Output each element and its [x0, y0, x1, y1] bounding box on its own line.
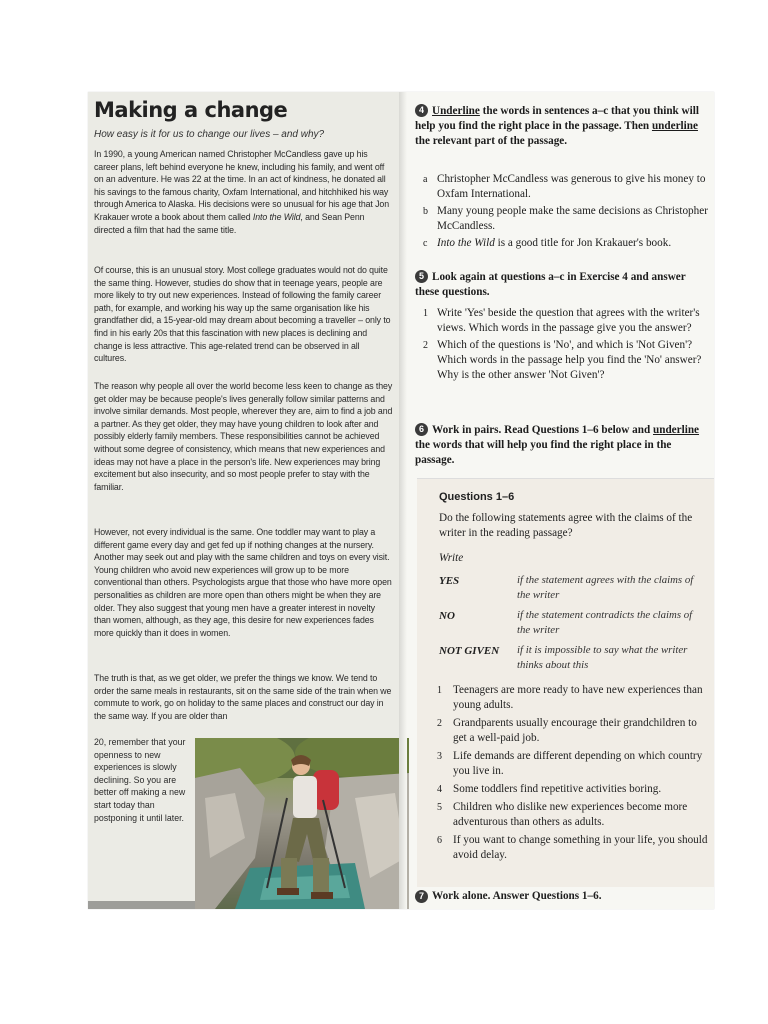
- item-text: Which of the questions is 'No', and which is 'Not Given'? Which words in the passage help you find the 'No' answer? Why is the other answer 'Not Given'?: [437, 339, 702, 381]
- item-label: 6: [437, 835, 442, 846]
- item-text: Many young people make the same decisions as Christopher McCandless.: [437, 205, 708, 232]
- list-item: [419, 236, 709, 251]
- instruction-text: the words that will help you find the right place in the passage.: [415, 439, 672, 466]
- exercise-6-instruction: [415, 423, 705, 468]
- instruction-text: Work alone. Answer Questions 1–6.: [432, 890, 602, 903]
- passage-paragraph-4: However, not every individual is the same. One toddler may want to play a different game every day and get fed up if nothing changes at the nursery. Another may seek out and play with the same children and toys on every visit. Young children who avoid new experiences will grow up to be more conventional than others. Psychologists argue that those who have more open personalities as children are more open than others might be when they are older. They also suggest that young men have a greater interest in novelty than women, although, as they age, this desire for new experiences fades more quickly than it does in women.: [94, 527, 392, 638]
- item-text: Christopher McCandless was generous to give his money to Oxfam International.: [437, 173, 706, 200]
- exercise-number-badge-icon: 5: [415, 270, 428, 283]
- questions-box: [417, 478, 714, 887]
- list-item: [419, 306, 709, 336]
- hiker-crossing-river-photo: [195, 738, 409, 909]
- list-item: [419, 204, 709, 234]
- answer-key-yes: YES: [439, 575, 460, 587]
- instruction-text: Work in pairs. Read Questions 1–6 below and: [432, 424, 653, 436]
- item-label: a: [423, 174, 428, 185]
- list-item: [419, 338, 709, 383]
- book-title: Into the Wild: [437, 237, 495, 249]
- question-item: [435, 833, 713, 863]
- passage-paragraph-3: The reason why people all over the world become less keen to change as they get older may be because people's lives generally follow similar patterns and involve similar demands. Most people, wherever they are, aim to find a job and a partner. As they get older, they may have young children to look after and possibly elderly family members. These responsibilities cannot be achieved without some degree of consistency, which means that new experiences and ideas may not have a place in the person's life. New experiences may bring excitement but also insecurity, and so most people prefer to stay with the familiar.: [94, 381, 393, 492]
- textbook-page: [88, 92, 714, 909]
- column-divider: [399, 92, 407, 909]
- instruction-text: the relevant part of the passage.: [415, 135, 568, 147]
- passage-subtitle: How easy is it for us to change our lives – and why?: [94, 129, 325, 140]
- item-text: Teenagers are more ready to have new experiences than young adults.: [453, 684, 703, 711]
- passage-title: Making a change: [94, 98, 288, 122]
- item-text: Children who dislike new experiences become more adventurous than others as adults.: [453, 801, 688, 828]
- answer-key-description: if the statement contradicts the claims of the writer: [517, 609, 693, 636]
- underline-keyword: underline: [653, 424, 700, 436]
- answer-key-not-given: NOT GIVEN: [439, 645, 500, 657]
- question-item: [435, 800, 713, 830]
- item-label: 3: [437, 751, 442, 762]
- item-label: 2: [437, 718, 442, 729]
- question-item: [435, 716, 713, 746]
- item-text: Some toddlers find repetitive activities boring.: [453, 783, 662, 795]
- instruction-text: the words in sentences a–c that you think will help you find the right place in the passage. Then: [415, 105, 699, 132]
- item-label: 4: [437, 784, 442, 795]
- passage-paragraph-5: The truth is that, as we get older, we prefer the things we know. We tend to order the same meals in restaurants, sit on the same side of the train when we commute to work, go on holiday to the same places and construct our day in the same way. If you are older than: [94, 673, 392, 721]
- underline-keyword: underline: [651, 120, 698, 132]
- paragraph-text: , and Sean Penn directed a film that had the same title.: [94, 211, 365, 235]
- item-label: 2: [423, 340, 428, 351]
- item-text: Write 'Yes' beside the question that agrees with the writer's views. Which words in the passage give you the answer?: [437, 307, 700, 334]
- answer-key-no: NO: [439, 610, 455, 622]
- questions-list: [435, 683, 713, 866]
- questions-intro: Do the following statements agree with the claims of the writer in the reading passage?: [439, 512, 693, 539]
- exercise-7-instruction: [415, 890, 602, 903]
- answer-key-description: if the statement agrees with the claims of the writer: [517, 574, 694, 601]
- item-label: 1: [437, 685, 442, 696]
- item-label: b: [423, 206, 428, 217]
- exercises-column: [411, 92, 714, 909]
- question-item: [435, 749, 713, 779]
- exercise-4-instruction: [415, 104, 705, 149]
- questions-title: Questions 1–6: [439, 491, 515, 503]
- answer-key-description: if it is impossible to say what the writer thinks about this: [517, 644, 688, 671]
- item-label: 5: [437, 802, 442, 813]
- passage-paragraph-2: Of course, this is an unusual story. Most college graduates would not do quite the same thing. However, studies do show that in teenage years, people are more likely to try out new experiences. Instead of following the family career path, for example, and working his way up the same organisation like his grandfather did, a 15-year-old may dream about becoming a traveller – only to find in his early 20s that this fascination with new places is declining and change is less attractive. This age-related trend can be observed in all cultures.: [94, 265, 391, 364]
- item-text: If you want to change something in your life, you should avoid delay.: [453, 834, 708, 861]
- exercise-number-badge-icon: 4: [415, 104, 428, 117]
- paragraph-text: In 1990, a young American named Christopher McCandless gave up his career plans, left behind everyone he knew, including his family, and went off on an adventure. He was 22 at the time. In an act of kindness, he donated all his savings to the famous charity, Oxfam International, and hitchhiked his way through America to Alaska. His decisions were so unusual for his age that Jon Krakauer wrote a book about them called: [94, 149, 389, 222]
- book-title: Into the Wild: [252, 211, 301, 222]
- passage-paragraph-5-continued: 20, remember that your openness to new experiences is slowly declining. So you are better off making a new start today than postponing it until later.: [94, 737, 186, 823]
- list-item: [419, 172, 709, 202]
- underline-keyword: Underline: [432, 105, 480, 117]
- exercise-number-badge-icon: 6: [415, 423, 428, 436]
- write-label: Write: [439, 552, 464, 564]
- question-item: [435, 782, 713, 797]
- photo-illustration: [195, 738, 409, 909]
- question-item: [435, 683, 713, 713]
- item-label: c: [423, 238, 428, 249]
- item-text: Grandparents usually encourage their grandchildren to get a well-paid job.: [453, 717, 697, 744]
- item-text: Life demands are different depending on which country you live in.: [453, 750, 703, 777]
- exercise-4-sentences: [419, 172, 709, 253]
- item-text: is a good title for Jon Krakauer's book.: [494, 237, 672, 249]
- passage-paragraph-1: [94, 148, 393, 236]
- item-label: 1: [423, 308, 428, 319]
- instruction-text: Look again at questions a–c in Exercise 4 and answer these questions.: [415, 271, 686, 298]
- exercise-5-instruction: [415, 270, 705, 300]
- exercise-5-questions: [419, 306, 709, 385]
- exercise-number-badge-icon: 7: [415, 890, 428, 903]
